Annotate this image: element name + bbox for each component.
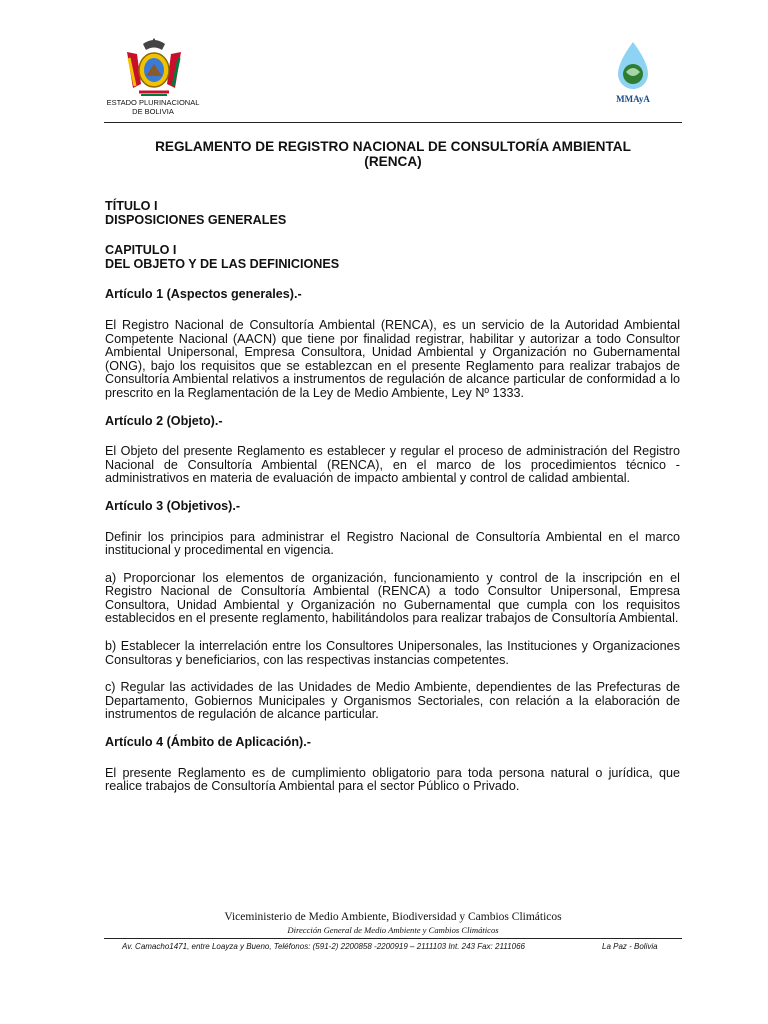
document-title-line1: REGLAMENTO DE REGISTRO NACIONAL DE CONSULTORÍA AMBIENTAL: [155, 139, 631, 154]
article-1-heading: Artículo 1 (Aspectos generales).-: [105, 287, 302, 302]
capitulo-label: CAPITULO I: [105, 243, 177, 258]
footer-address: Av. Camacho1471, entre Loayza y Bueno, Teléfonos: (591-2) 2200858 -2200919 – 2111103 Int. 243 Fax: 2111066: [122, 942, 525, 951]
footer-direction: Dirección General de Medio Ambiente y Cambios Climáticos: [287, 925, 499, 935]
page-header: [104, 28, 682, 124]
article-3-item-b: b) Establecer la interrelación entre los Consultores Unipersonales, las Instituciones y Organizaciones Consultoras y beneficiarios, con las respectivas instancias competentes.: [105, 639, 680, 667]
bolivia-coat-of-arms-icon: [119, 34, 189, 100]
article-3-paragraph: Definir los principios para administrar el Registro Nacional de Consultoría Ambiental en el marco institucional y procedimental en vigencia.: [105, 529, 680, 558]
state-label-line2: DE BOLIVIA: [132, 107, 174, 116]
capitulo-name: DEL OBJETO Y DE LAS DEFINICIONES: [105, 256, 340, 271]
article-4-heading: Artículo 4 (Ámbito de Aplicación).-: [105, 735, 311, 750]
footer-ministry: Viceministerio de Medio Ambiente, Biodiversidad y Cambios Climáticos: [224, 911, 562, 923]
article-4-paragraph: El presente Reglamento es de cumplimiento obligatorio para toda persona natural o jurídica, que realice trabajos de Consultoría Ambiental para el sector Público o Privado.: [105, 765, 680, 794]
article-3-heading: Artículo 3 (Objetivos).-: [105, 498, 241, 513]
footer-city: La Paz - Bolivia: [602, 942, 658, 951]
titulo-label: TÍTULO I: [105, 199, 158, 213]
header-divider: [104, 122, 682, 123]
state-label-line1: ESTADO PLURINACIONAL: [106, 98, 200, 107]
document-title-line2: (RENCA): [364, 154, 422, 169]
document-body: [105, 200, 680, 794]
article-3-item-c: c) Regular las actividades de las Unidades de Medio Ambiente, dependientes de las Prefecturas de Departamento, Gobiernos Municipales y Organismos Sectoriales, con relación a la elaboración de instrumentos de regulación de alcance particular.: [105, 680, 680, 722]
article-2-heading: Artículo 2 (Objeto).-: [105, 413, 223, 428]
article-1-paragraph: El Registro Nacional de Consultoría Ambiental (RENCA), es un servicio de la Autoridad Ambiental Competente Nacional (AACN) que tiene por finalidad registrar, habilitar y autorizar a todo Consultor Ambiental Unipersonal, Empresa Consultora, Unidad Ambiental y Organización no Gubernamental (ONG), bajo los requisitos que se establezcan en el presente Reglamento para realizar trabajos de Consultoría Ambiental relativos a instrumentos de regulación de alcance particular de conformidad a lo prescrito en la Reglamentación de la Ley de Medio Ambiente, Ley Nº 1333.: [105, 317, 680, 400]
mmaya-logo-text: MMAyA: [616, 94, 650, 104]
titulo-name: DISPOSICIONES GENERALES: [105, 212, 287, 227]
article-3-item-a: a) Proporcionar los elementos de organización, funcionamiento y control de la inscripción en el Registro Nacional de Consultoría Ambiental (RENCA) a todo Consultor Unipersonal, Empresa Consultora, Unidad Ambiental y Organización no Gubernamental que cumpla con los requisitos establecidos en el presente reglamento, habilitándolos para realizar trabajos de Consultoría Ambiental.: [105, 570, 680, 626]
state-label: [104, 98, 202, 116]
mmaya-logo-icon: [604, 38, 662, 106]
document-title: [104, 139, 682, 169]
article-2-paragraph: El Objeto del presente Reglamento es establecer y regular el proceso de administración del Registro Nacional de Consultoría Ambiental (RENCA), en el marco de los procedimientos técnico - administrativos en materia de evaluación de impacto ambiental y control de calidad ambiental.: [105, 444, 680, 486]
footer-divider: [104, 938, 682, 939]
